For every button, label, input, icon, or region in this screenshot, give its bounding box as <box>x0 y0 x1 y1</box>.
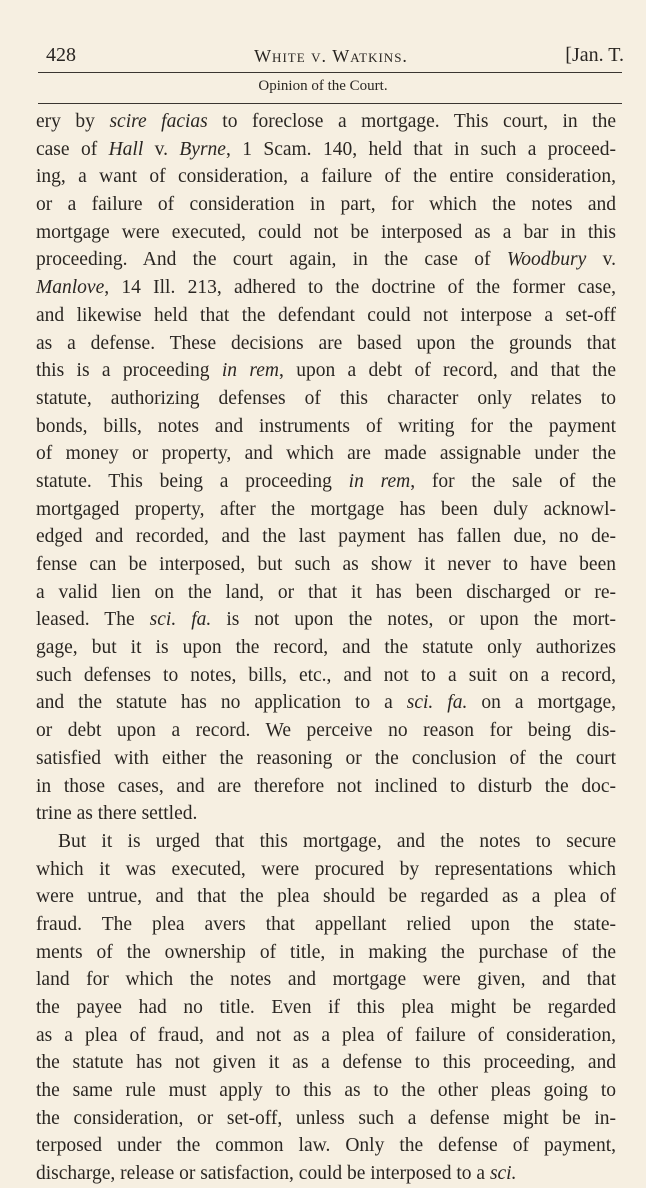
text-line <box>36 828 616 856</box>
text-line <box>36 1132 616 1160</box>
text-run: and the statute has no application to a <box>36 692 407 714</box>
text-run: which it was executed, were procured by representations which <box>36 858 616 880</box>
text-line <box>36 883 616 911</box>
text-run: a valid lien on the land, or that it has been discharged or re- <box>36 581 616 603</box>
italic-text-run: sci. <box>489 1163 517 1185</box>
subheading-rule <box>38 103 622 104</box>
text-run: satisfied with either the reasoning or the conclusion of the court <box>36 747 616 769</box>
text-run: the statute has not given it as a defense to this proceeding, and <box>36 1052 616 1074</box>
text-line <box>36 440 616 468</box>
text-run: discharge, release or satisfaction, could be interposed to a <box>36 1163 490 1185</box>
text-run: and likewise held that the defendant could not interpose a set-off <box>36 304 616 326</box>
text-run: ery by <box>36 111 110 132</box>
text-line <box>36 551 616 579</box>
text-run: ments of the ownership of title, in making the purchase of the <box>36 941 616 963</box>
text-line <box>36 1077 616 1105</box>
text-line <box>36 496 616 524</box>
text-line <box>36 717 616 745</box>
text-run: the payee had no title. Even if this plea might be regarded <box>36 997 616 1018</box>
text-line <box>36 689 616 717</box>
text-run: edged and recorded, and the last payment has fallen due, no de- <box>36 526 616 548</box>
text-line <box>36 1105 616 1133</box>
text-run: , for the sale of the <box>410 470 616 492</box>
text-line <box>36 413 616 441</box>
text-run: statute. This being a proceeding <box>36 470 349 492</box>
text-run: ing, a want of consideration, a failure of the entire consideration, <box>36 166 616 188</box>
text-line <box>36 579 616 607</box>
text-run: trine as there settled. <box>36 803 198 825</box>
text-line <box>36 939 616 967</box>
text-run: , upon a debt of record, and that the <box>278 360 616 382</box>
text-run: proceeding. And the court again, in the case of <box>36 249 507 271</box>
text-line <box>36 163 616 191</box>
text-run: is not upon the notes, or upon the mort- <box>211 609 616 631</box>
text-run: v. <box>143 138 180 160</box>
text-line <box>36 1049 616 1077</box>
text-run: or debt upon a record. We perceive no reason for being dis- <box>36 720 616 742</box>
running-title: White v. Watkins. <box>254 46 408 66</box>
text-line <box>36 662 616 690</box>
text-run: mortgage were executed, could not be interposed as a bar in this <box>36 221 616 243</box>
text-run: , 1 Scam. 140, held that in such a proceed- <box>225 138 616 160</box>
text-line <box>36 1160 616 1188</box>
text-run: this is a proceeding <box>36 360 222 382</box>
text-line <box>36 468 616 496</box>
opinion-text <box>36 108 616 1188</box>
italic-text-run: Hall <box>108 138 144 160</box>
text-run: But it is urged that this mortgage, and the notes to secure <box>58 830 616 852</box>
italic-text-run: scire facias <box>109 111 208 132</box>
text-line <box>36 994 616 1022</box>
text-line <box>36 773 616 801</box>
text-run: in those cases, and are therefore not inclined to disturb the doc- <box>36 775 616 797</box>
text-run: of money or property, and which are made assignable under the <box>36 443 616 465</box>
text-run: leased. The <box>36 609 150 631</box>
text-run: mortgaged property, after the mortgage has been duly acknowl- <box>36 498 616 520</box>
text-line <box>36 191 616 219</box>
text-line <box>36 219 616 247</box>
text-run: as a defense. These decisions are based upon the grounds that <box>36 332 616 354</box>
text-line <box>36 606 616 634</box>
italic-text-run: Woodbury <box>506 249 587 271</box>
text-line <box>36 246 616 274</box>
text-run: terposed under the common law. Only the defense of payment, <box>36 1135 616 1157</box>
italic-text-run: Byrne <box>179 138 226 160</box>
text-run: as a plea of fraud, and not as a plea of failure of consideration, <box>36 1024 616 1046</box>
text-run: to foreclose a mortgage. This court, in the <box>207 111 616 132</box>
text-run: fense can be interposed, but such as show it never to have been <box>36 554 616 575</box>
text-line <box>36 856 616 884</box>
text-run: bonds, bills, notes and instruments of writing for the payment <box>36 415 616 437</box>
italic-text-run: Manlove <box>36 277 105 299</box>
text-run: v. <box>586 249 616 271</box>
section-subheading: Opinion of the Court. <box>258 78 388 94</box>
text-run: on a mortgage, <box>467 692 616 714</box>
text-run: , 14 Ill. 213, adhered to the doctrine of the former case, <box>104 277 616 299</box>
court-term: [Jan. T. <box>565 44 624 66</box>
text-line <box>36 966 616 994</box>
italic-text-run: sci. fa. <box>406 692 468 714</box>
text-line <box>36 357 616 385</box>
page-header <box>36 40 626 68</box>
page-number: 428 <box>46 44 76 66</box>
text-line <box>36 523 616 551</box>
text-run: the consideration, or set-off, unless such a defense might be in- <box>36 1107 616 1129</box>
text-run: statute, authorizing defenses of this character only relates to <box>36 387 616 409</box>
text-run: the same rule must apply to this as to the other pleas going to <box>36 1080 616 1102</box>
header-rule <box>38 72 622 73</box>
text-line <box>36 385 616 413</box>
italic-text-run: in rem <box>221 360 279 382</box>
text-run: land for which the notes and mortgage were given, and that <box>36 969 616 991</box>
italic-text-run: in rem <box>348 470 411 492</box>
text-line <box>36 274 616 302</box>
text-line <box>36 800 616 828</box>
text-line <box>36 330 616 358</box>
text-run: were untrue, and that the plea should be regarded as a plea of <box>36 886 616 908</box>
text-run: fraud. The plea avers that appellant relied upon the state- <box>36 913 616 935</box>
text-line <box>36 136 616 164</box>
text-run: or a failure of consideration in part, for which the notes and <box>36 194 616 216</box>
text-run: such defenses to notes, bills, etc., and not to a suit on a record, <box>36 664 616 686</box>
text-line <box>36 1022 616 1050</box>
text-line <box>36 911 616 939</box>
text-line <box>36 634 616 662</box>
text-line <box>36 745 616 773</box>
italic-text-run: sci. fa. <box>149 609 212 631</box>
text-line <box>36 108 616 136</box>
text-line <box>36 302 616 330</box>
text-run: case of <box>36 138 109 160</box>
text-run: gage, but it is upon the record, and the statute only authorizes <box>36 637 616 659</box>
